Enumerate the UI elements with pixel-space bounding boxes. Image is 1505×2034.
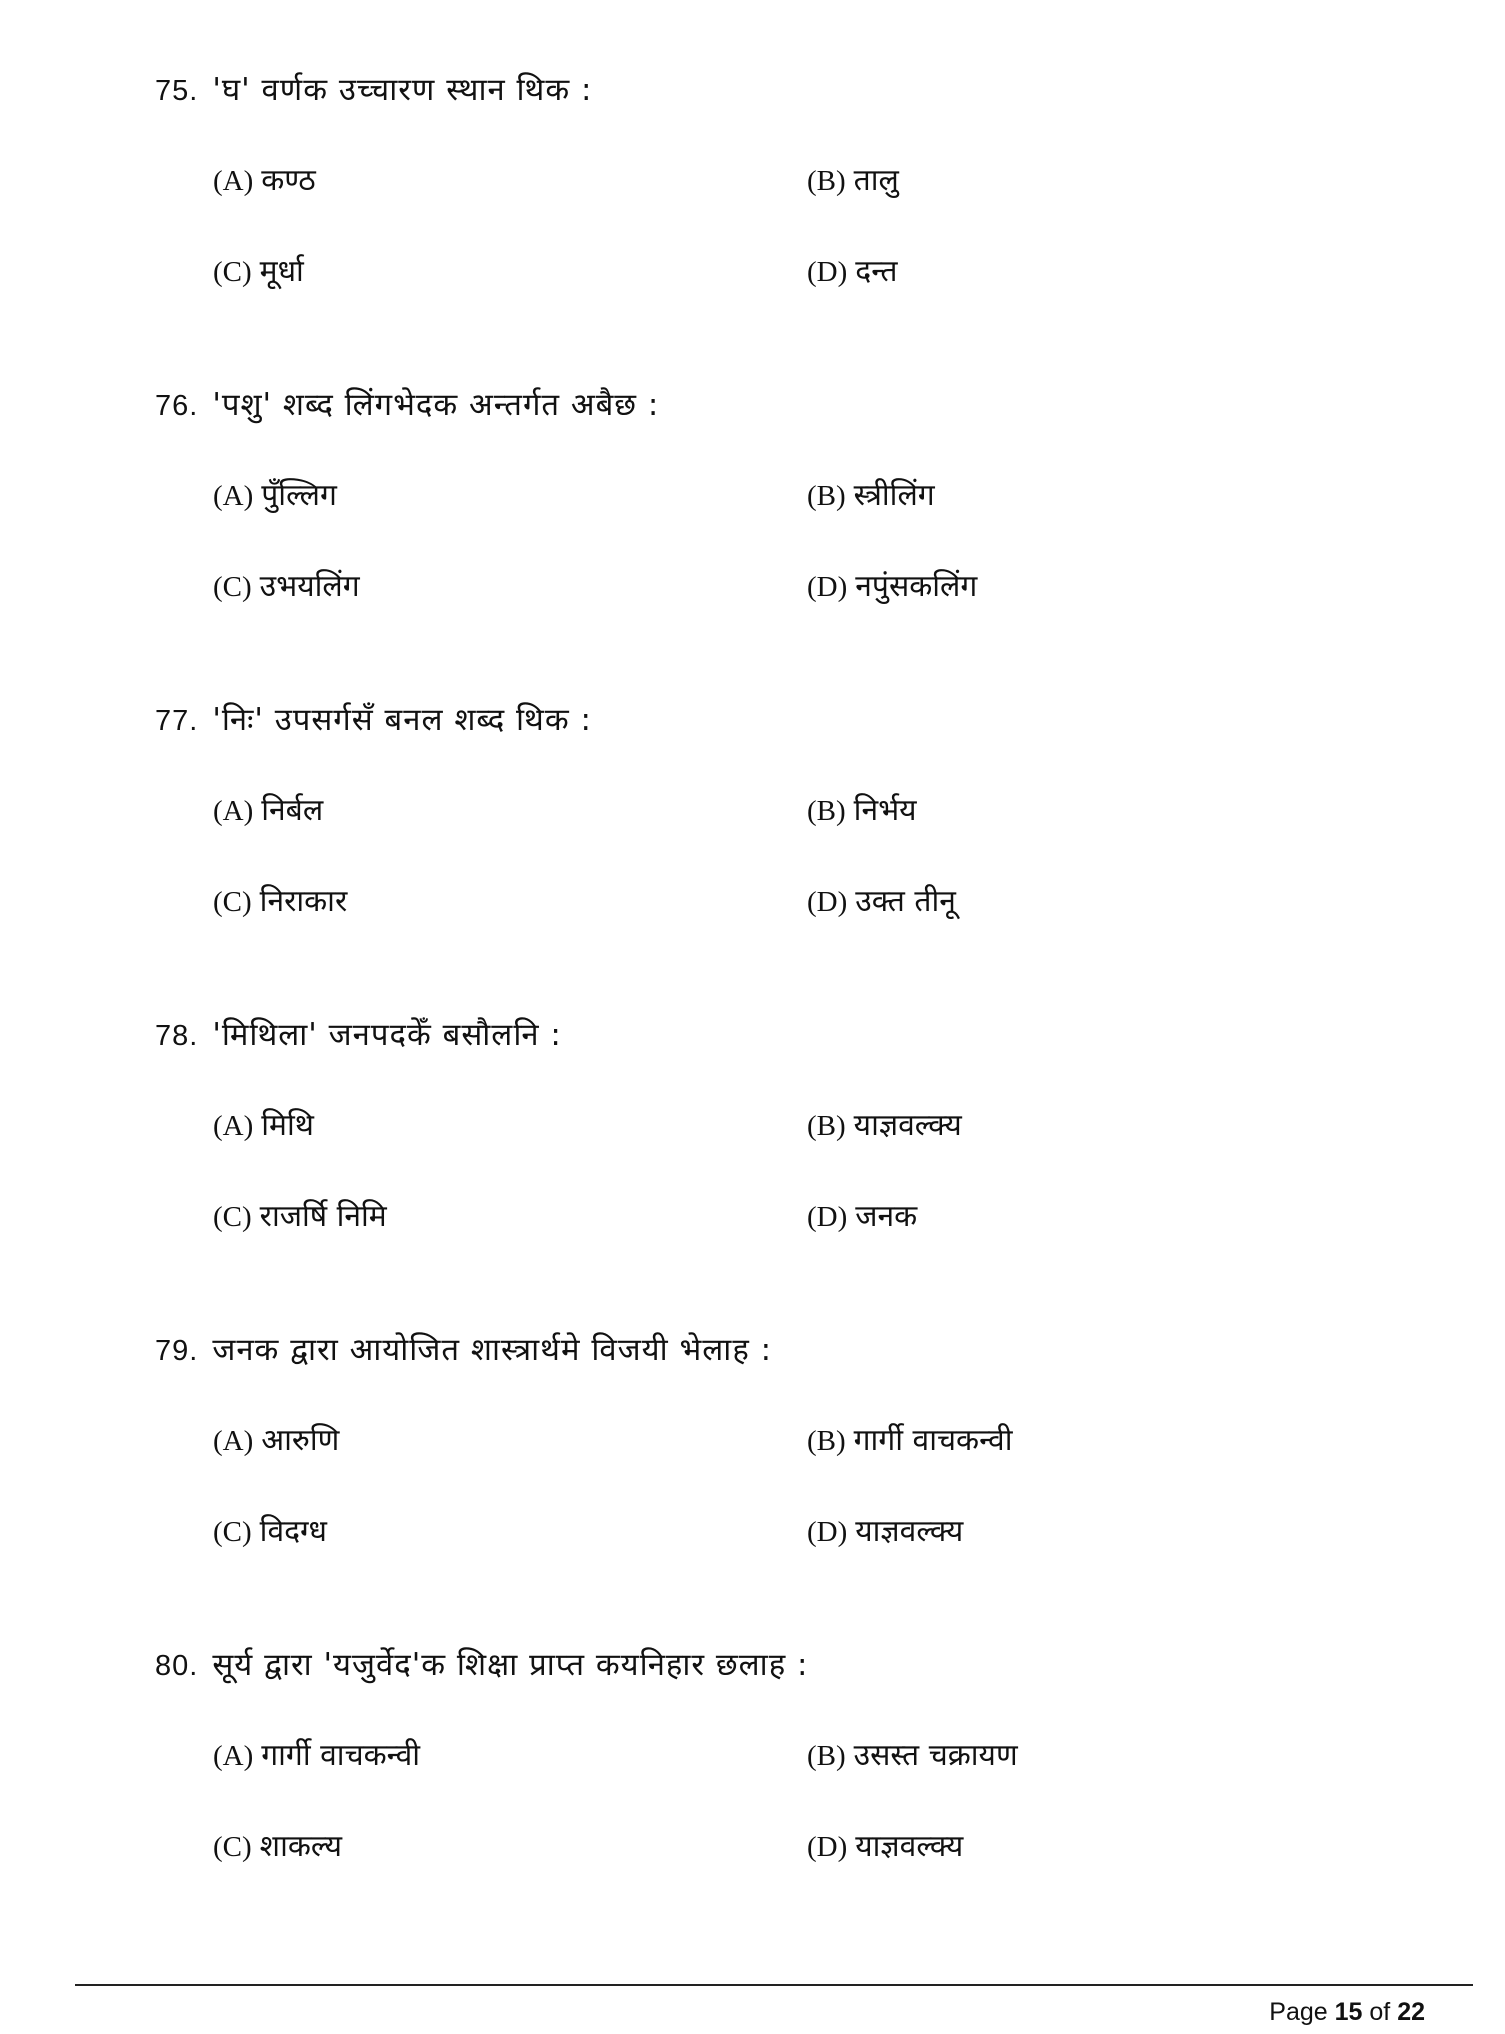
option-c — [213, 1192, 387, 1242]
option-b — [807, 1416, 1013, 1466]
option-text: उक्त तीनू — [855, 884, 956, 919]
option-c — [213, 1822, 342, 1872]
option-letter: (D) — [807, 1516, 848, 1548]
option-text: मूर्धा — [259, 254, 304, 289]
option-text: निराकार — [259, 884, 348, 919]
option-text: निर्बल — [261, 793, 324, 828]
option-d — [807, 247, 898, 297]
option-letter: (B) — [807, 1110, 846, 1142]
option-text: शाकल्य — [259, 1829, 342, 1864]
option-letter: (B) — [807, 1740, 846, 1772]
page-number — [1269, 1994, 1425, 2030]
question-78 — [155, 1010, 1405, 1310]
option-b — [807, 156, 899, 206]
option-a — [213, 786, 323, 836]
option-b — [807, 1101, 962, 1151]
option-letter: (D) — [807, 1201, 848, 1233]
question-stem — [155, 1010, 562, 1060]
option-letter: (C) — [213, 256, 252, 288]
option-letter: (A) — [213, 1110, 254, 1142]
question-text: 'घ' वर्णक उच्चारण स्थान थिक : — [212, 72, 593, 108]
option-text: याज्ञवल्क्य — [853, 1108, 962, 1143]
option-text: याज्ञवल्क्य — [855, 1829, 964, 1864]
option-letter: (A) — [213, 480, 254, 512]
option-c — [213, 1507, 327, 1557]
option-a — [213, 1416, 339, 1466]
option-c — [213, 247, 304, 297]
question-stem — [155, 1640, 808, 1690]
option-letter: (A) — [213, 1740, 254, 1772]
option-letter: (B) — [807, 1425, 846, 1457]
option-text: नपुंसकलिंग — [855, 569, 978, 604]
option-b — [807, 1731, 1018, 1781]
option-text: उभयलिंग — [259, 569, 360, 604]
option-text: मिथि — [261, 1108, 314, 1143]
question-number: 80. — [155, 1650, 199, 1682]
option-letter: (B) — [807, 795, 846, 827]
option-b — [807, 786, 917, 836]
question-number: 77. — [155, 705, 199, 737]
question-text: सूर्य द्वारा 'यजुर्वेद'क शिक्षा प्राप्त कयनिहार छलाह : — [212, 1647, 809, 1683]
option-letter: (A) — [213, 1425, 254, 1457]
option-letter: (C) — [213, 1516, 252, 1548]
option-letter: (A) — [213, 165, 254, 197]
option-letter: (A) — [213, 795, 254, 827]
option-d — [807, 1192, 917, 1242]
option-text: दन्त — [855, 254, 898, 289]
option-d — [807, 877, 956, 927]
option-a — [213, 1101, 314, 1151]
option-b — [807, 471, 935, 521]
option-letter: (C) — [213, 886, 252, 918]
option-text: राजर्षि निमि — [259, 1199, 387, 1234]
question-79 — [155, 1325, 1405, 1625]
option-letter: (B) — [807, 165, 846, 197]
question-text: 'पशु' शब्द लिंगभेदक अन्तर्गत अबैछ : — [212, 387, 660, 423]
page-total: 22 — [1397, 1998, 1425, 2026]
option-d — [807, 1507, 963, 1557]
question-number: 76. — [155, 390, 199, 422]
question-text: जनक द्वारा आयोजित शास्त्रार्थमे विजयी भेलाह : — [212, 1332, 773, 1368]
option-text: निर्भय — [853, 793, 917, 828]
option-letter: (D) — [807, 1831, 848, 1863]
option-text: आरुणि — [261, 1423, 340, 1458]
option-letter: (D) — [807, 571, 848, 603]
option-text: जनक — [855, 1199, 918, 1234]
option-letter: (D) — [807, 886, 848, 918]
footer-divider — [75, 1984, 1473, 1986]
of-word: of — [1369, 1998, 1391, 2026]
option-text: गार्गी वाचकन्वी — [853, 1423, 1013, 1458]
question-number: 78. — [155, 1020, 199, 1052]
question-76 — [155, 380, 1405, 680]
option-text: याज्ञवल्क्य — [855, 1514, 964, 1549]
option-d — [807, 562, 977, 612]
question-text: 'निः' उपसर्गसँ बनल शब्द थिक : — [212, 702, 592, 738]
question-77 — [155, 695, 1405, 995]
option-text: स्त्रीलिंग — [853, 478, 935, 513]
question-75 — [155, 65, 1405, 365]
option-c — [213, 562, 360, 612]
page-word: Page — [1269, 1998, 1328, 2026]
option-letter: (C) — [213, 1831, 252, 1863]
question-80 — [155, 1640, 1405, 1940]
option-a — [213, 471, 337, 521]
option-text: गार्गी वाचकन्वी — [261, 1738, 421, 1773]
question-stem — [155, 380, 659, 430]
option-text: विदग्ध — [259, 1514, 327, 1549]
option-c — [213, 877, 347, 927]
option-letter: (D) — [807, 256, 848, 288]
option-letter: (C) — [213, 1201, 252, 1233]
question-stem — [155, 65, 592, 115]
option-letter: (C) — [213, 571, 252, 603]
option-text: कण्ठ — [261, 163, 316, 198]
question-number: 79. — [155, 1335, 199, 1367]
option-d — [807, 1822, 963, 1872]
option-text: उसस्त चक्रायण — [853, 1738, 1018, 1773]
question-text: 'मिथिला' जनपदकेँ बसौलनि : — [212, 1017, 562, 1053]
option-text: पुँल्लिग — [261, 478, 337, 513]
option-a — [213, 156, 316, 206]
option-a — [213, 1731, 420, 1781]
question-stem — [155, 695, 592, 745]
option-letter: (B) — [807, 480, 846, 512]
option-text: तालु — [853, 163, 899, 198]
question-number: 75. — [155, 75, 199, 107]
page-current: 15 — [1334, 1998, 1363, 2026]
question-stem — [155, 1325, 772, 1375]
